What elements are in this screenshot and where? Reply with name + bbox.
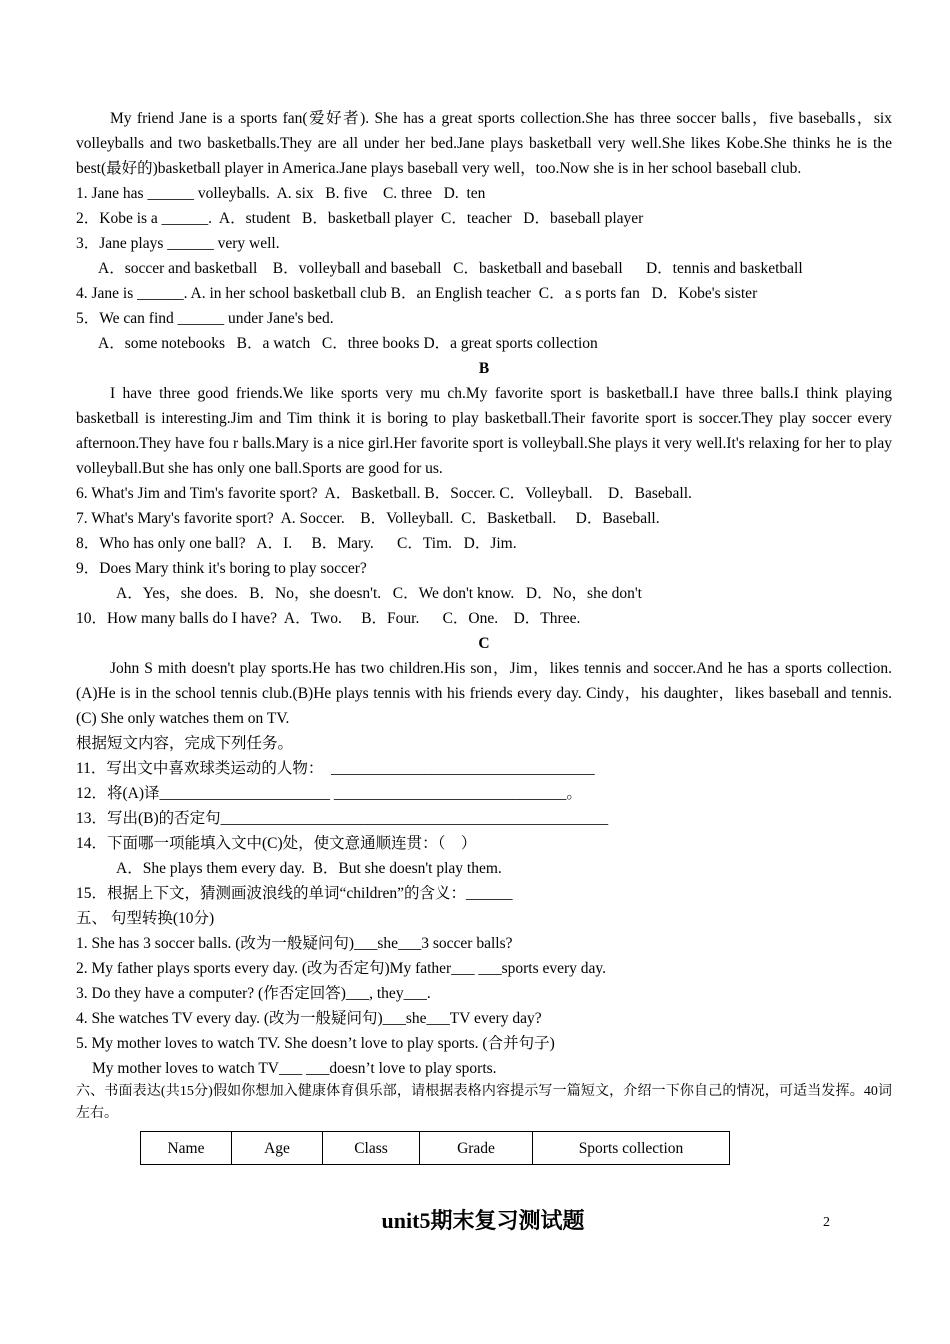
info-table xyxy=(140,1131,730,1165)
question-8: 8．Who has only one ball? A．I. B．Mary. C．Tim. D．Jim. xyxy=(76,535,517,552)
passage-a-text: My friend Jane is a sports fan(爱好者). She has a great sports collection.She has three soccer balls，five baseballs，six volleyballs and two basketballs.They are all under her bed.Jane plays basketball very well.She likes Kobe.She thinks he is the best(最好的)basketball player in America.Jane plays baseball very well，too.Now she is in her school baseball club. xyxy=(76,110,892,177)
section-6-heading: 六、书面表达(共15分) xyxy=(76,1084,213,1099)
page-number: 2 xyxy=(823,1215,830,1230)
section-5-heading: 五、 句型转换(10分) xyxy=(76,910,215,927)
question-3-options: A．soccer and basketball B．volleyball and baseball C．basketball and baseball D．tennis and basketball xyxy=(98,260,803,277)
section-5-item-2: 2. My father plays sports every day. (改为否定句)My father___ ___sports every day. xyxy=(76,960,607,977)
question-9-options: A．Yes，she does. B．No，she doesn't. C．We don't know. D．No，she don't xyxy=(116,585,642,602)
question-2: 2．Kobe is a ______. A．student B．basketball player C．teacher D．baseball player xyxy=(76,210,644,227)
table-header-sports-collection: Sports collection xyxy=(533,1132,730,1165)
document-page xyxy=(76,106,892,1165)
question-5-options: A．some notebooks B．a watch C．three books D．a great sports collection xyxy=(98,335,598,352)
table-header-grade: Grade xyxy=(420,1132,533,1165)
table-row xyxy=(141,1132,730,1165)
question-12: 12．将(A)译______________________ ______________________________。 xyxy=(76,785,582,802)
question-10: 10．How many balls do I have? A．Two. B．Four. C．One. D．Three. xyxy=(76,610,581,627)
question-7: 7. What's Mary's favorite sport? A. Soccer. B．Volleyball. C．Basketball. D．Baseball. xyxy=(76,510,660,527)
table-header-name: Name xyxy=(141,1132,232,1165)
question-5: 5．We can find ______ under Jane's bed. xyxy=(76,310,334,327)
passage-c-heading: C xyxy=(478,635,490,652)
section-5-item-4: 4. She watches TV every day. (改为一般疑问句)___she___TV every day? xyxy=(76,1010,542,1027)
section-6-instruction: 假如你想加入健康体育俱乐部，请根据表格内容提示写一篇短文，介绍一下你自己的情况，可适当发挥。40词左右。 xyxy=(76,1084,893,1121)
passage-b-heading: B xyxy=(478,360,490,377)
question-14: 14．下面哪一项能填入文中(C)处，使文意通顺连贯：（ ） xyxy=(76,835,477,852)
footer-title: unit5期末复习测试题 xyxy=(381,1208,585,1233)
passage-c-instruction: 根据短文内容，完成下列任务。 xyxy=(76,735,294,752)
question-4: 4. Jane is ______. A. in her school basketball club B．an English teacher C．a s ports fan D．Kobe's sister xyxy=(76,285,758,302)
section-5-item-5: 5. My mother loves to watch TV. She doesn’t love to play sports. (合并句子) xyxy=(76,1035,555,1052)
question-13: 13．写出(B)的否定句__________________________________________________ xyxy=(76,810,609,827)
question-1: 1. Jane has ______ volleyballs. A. six B. five C. three D. ten xyxy=(76,185,486,202)
passage-b-text: I have three good friends.We like sports very mu ch.My favorite sport is basketball.I have three balls.I think playing basketball is interesting.Jim and Tim think it is boring to play basketball.Their favorite sport is soccer.They play soccer every afternoon.They have fou r balls.Mary is a nice girl.Her favorite sport is volleyball.She plays it very well.It's relaxing for her to play volleyball.But she has only one ball.Sports are good for us. xyxy=(76,385,892,477)
question-6: 6. What's Jim and Tim's favorite sport? A．Basketball. B．Soccer. C．Volleyball. D．Baseball. xyxy=(76,485,692,502)
question-14-options: A．She plays them every day. B．But she doesn't play them. xyxy=(116,860,502,877)
section-6-prompt xyxy=(76,1081,892,1125)
question-3: 3．Jane plays ______ very well. xyxy=(76,235,280,252)
table-header-age: Age xyxy=(232,1132,323,1165)
section-5-item-5-answer: My mother loves to watch TV___ ___doesn’t love to play sports. xyxy=(92,1060,497,1077)
question-9: 9．Does Mary think it's boring to play soccer? xyxy=(76,560,367,577)
question-11: 11．写出文中喜欢球类运动的人物： __________________________________ xyxy=(76,760,595,777)
table-header-class: Class xyxy=(323,1132,420,1165)
question-15: 15．根据上下文，猜测画波浪线的单词“children”的含义：______ xyxy=(76,885,513,902)
section-5-item-1: 1. She has 3 soccer balls. (改为一般疑问句)___she___3 soccer balls? xyxy=(76,935,513,952)
passage-c-text: John S mith doesn't play sports.He has two children.His son，Jim，likes tennis and soccer.And he has a sports collection.(A)He is in the school tennis club.(B)He plays tennis with his friends every day. Cindy，his daughter，likes baseball and tennis. (C) She only watches them on TV. xyxy=(76,660,892,727)
section-5-item-3: 3. Do they have a computer? (作否定回答)___, they___. xyxy=(76,985,431,1002)
